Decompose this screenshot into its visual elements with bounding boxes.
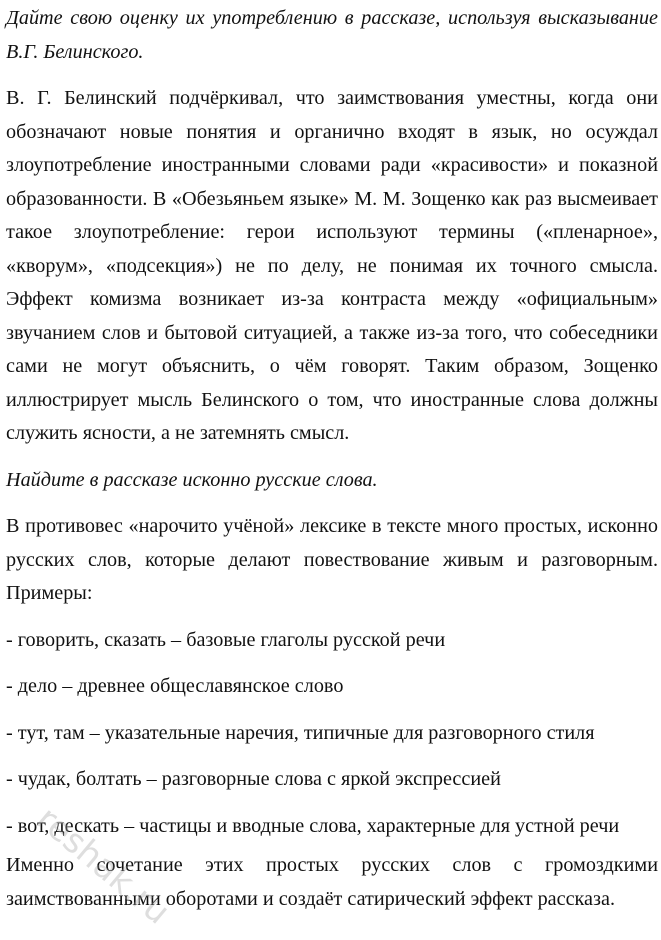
- example-item: - тут, там – указательные наречия, типичные для разговорного стиля: [6, 721, 595, 744]
- example-item: - говорить, сказать – базовые глаголы русской речи: [6, 628, 446, 651]
- answer-1: В. Г. Белинский подчёркивал, что заимствования уместны, когда они обозначают новые понятия и органично входят в язык, но осуждал злоупотребление иностранными словами ради «красивости» и показной образованности. В «Обезьяньем языке» М. М. Зощенко как раз высмеивает такое злоупотребление: герои используют термины («пленарное», «кворум», «подсекция») не по делу, не понимая их точного смысла. Эффект комизма возникает из-за контраста между «официальным» звучанием слов и бытовой ситуацией, а также из-за того, что собеседники сами не могут объяснить, о чём говорят. Таким образом, Зощенко иллюстрирует мысль Белинского о том, что иностранные слова должны служить ясности, а не затемнять смысл.: [6, 87, 658, 444]
- example-item: - вот, дескать – частицы и вводные слова, характерные для устной речи: [6, 814, 620, 837]
- answer-2-intro: В противовес «нарочито учёной» лексике в тексте много простых, исконно русских слов, которые делают повествование живым и разговорным. Примеры:: [6, 515, 658, 604]
- watermark-text: reshak.ru: [28, 798, 178, 933]
- example-item: - чудак, болтать – разговорные слова с яркой экспрессией: [6, 768, 501, 790]
- conclusion: Именно сочетание этих простых русских слов с громоздкими заимствованными оборотами и создаёт сатирический эффект рассказа.: [6, 854, 658, 910]
- document-page: [6, 0, 658, 916]
- example-item: - дело – древнее общеславянское слово: [6, 675, 344, 697]
- question-1: Дайте свою оценку их употреблению в рассказе, используя высказывание В.Г. Белинского.: [6, 7, 658, 63]
- question-2: Найдите в рассказе исконно русские слова.: [6, 468, 378, 491]
